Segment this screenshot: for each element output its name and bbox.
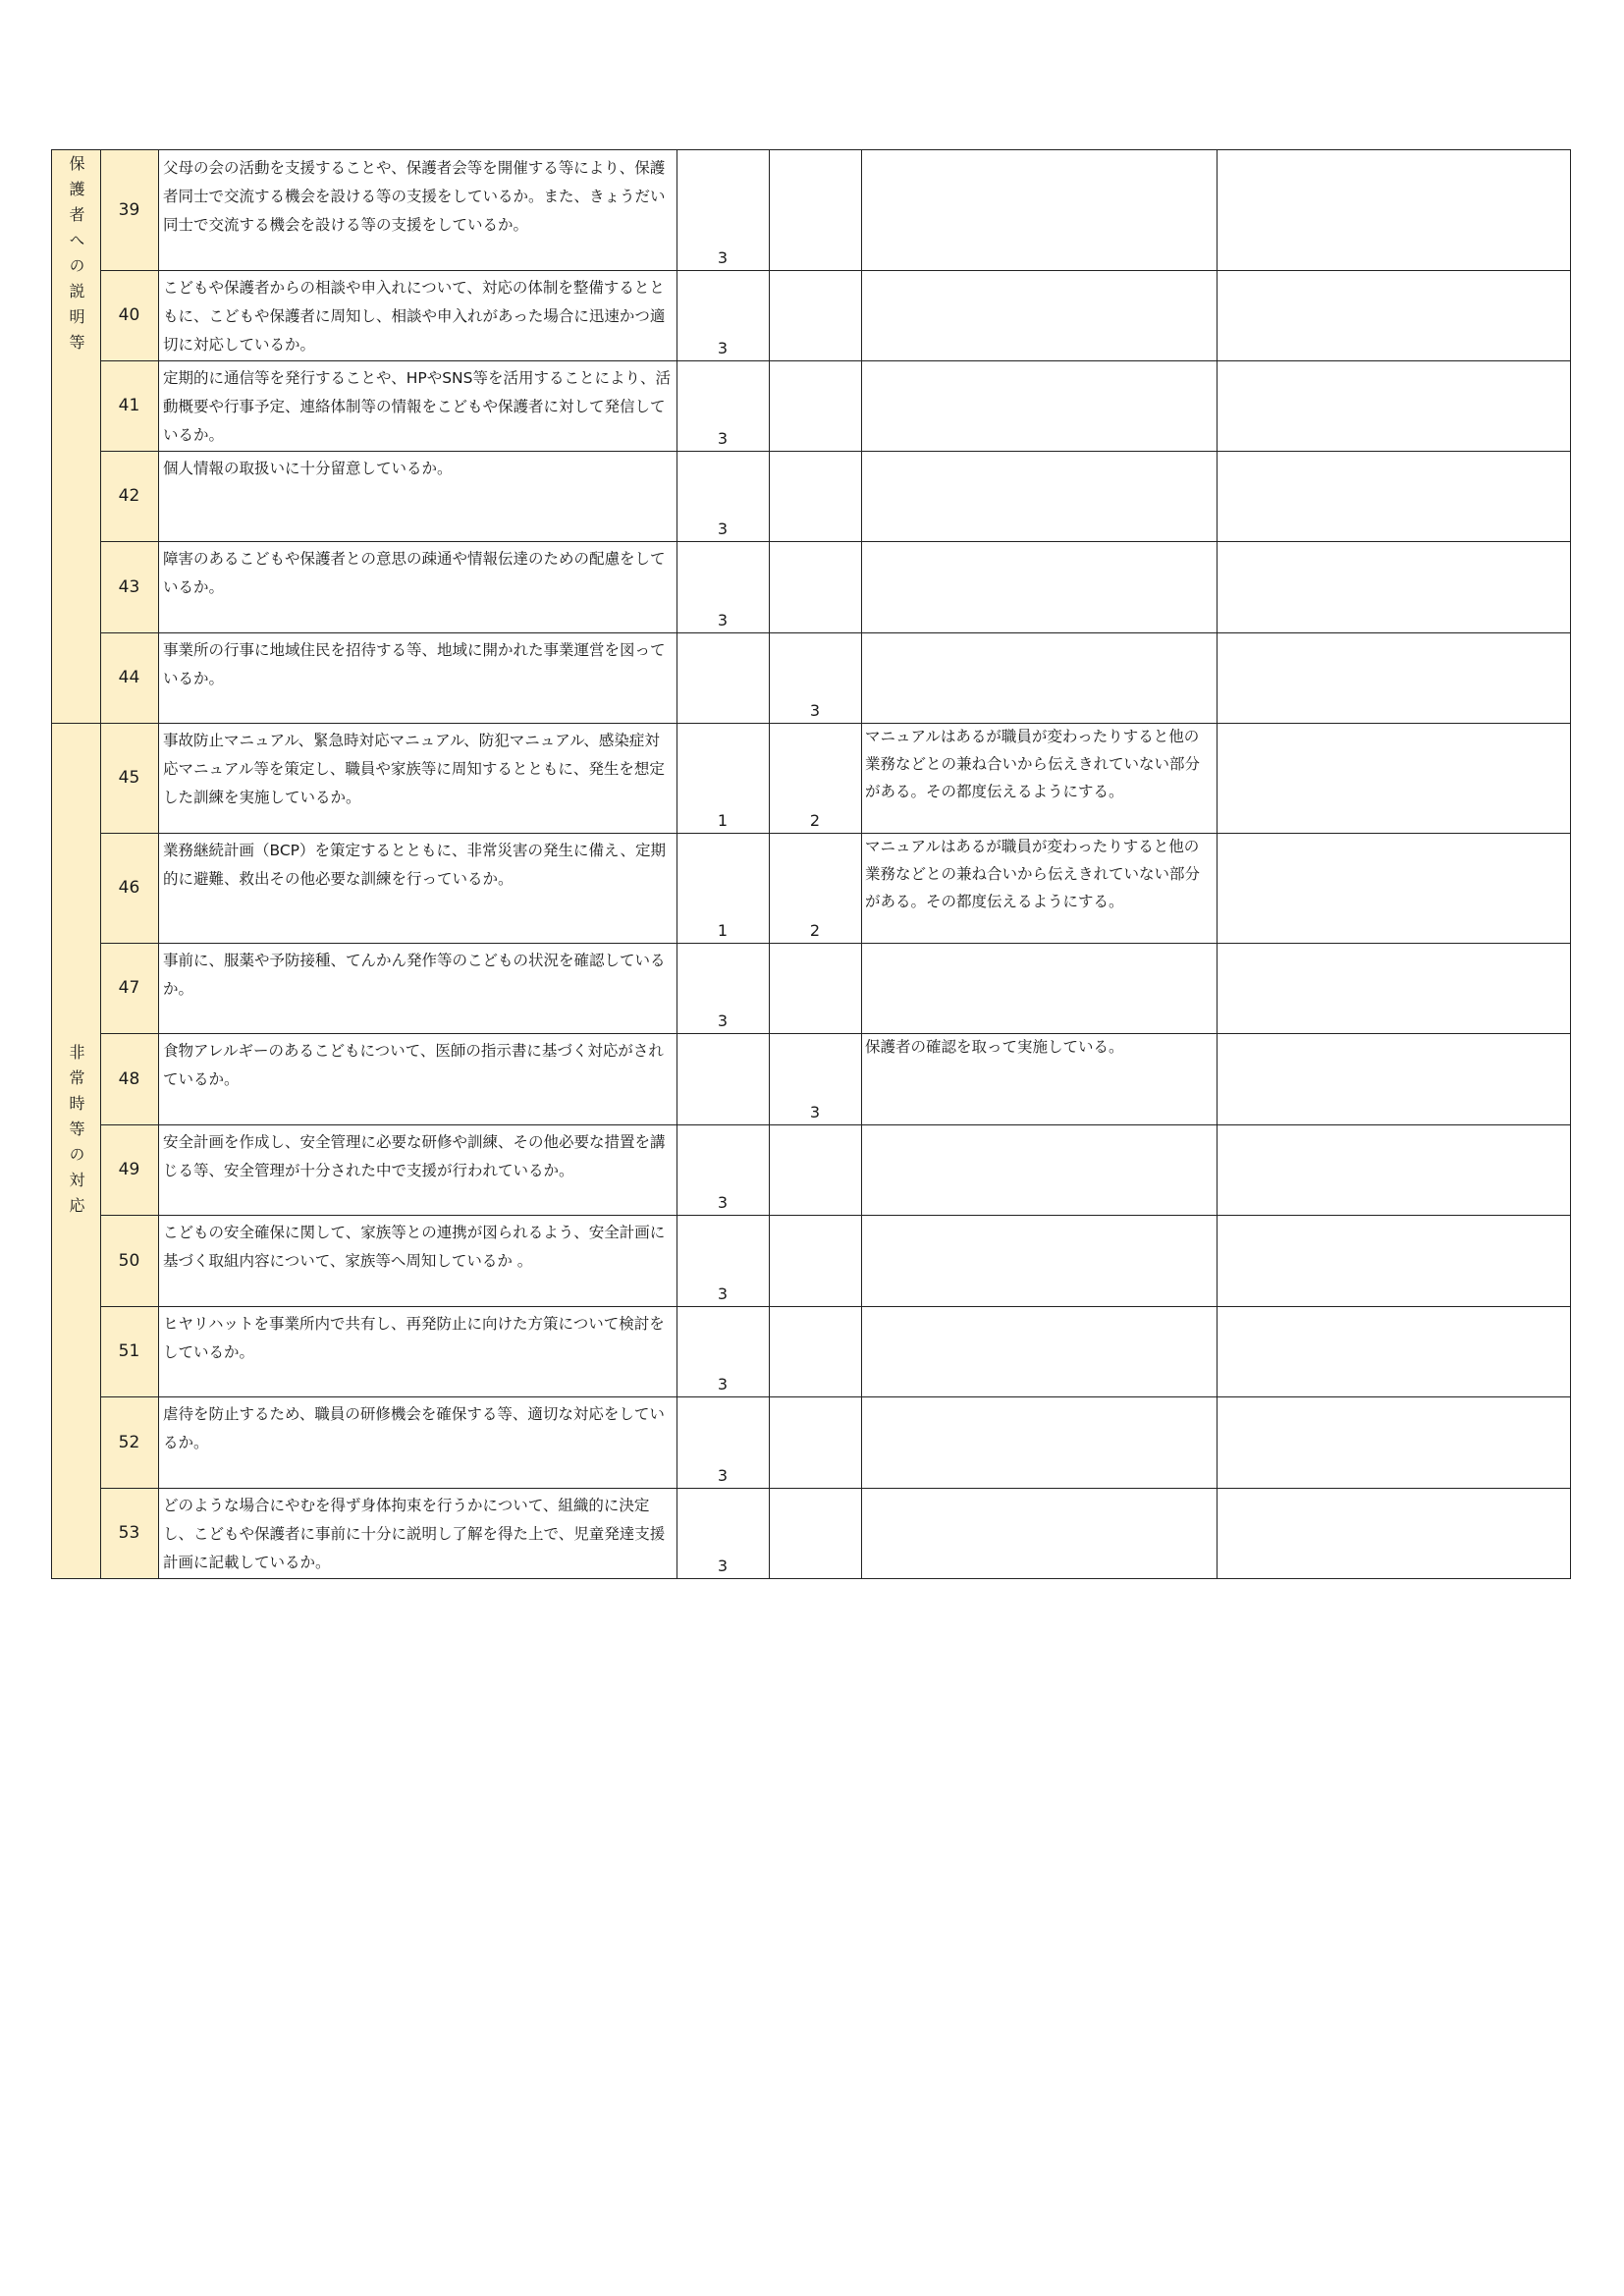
item-number: 45 bbox=[118, 768, 140, 788]
staff-comment bbox=[861, 1124, 1217, 1215]
answer-yes-count: 3 bbox=[717, 1557, 729, 1575]
remarks-cell bbox=[1217, 833, 1570, 943]
remarks-cell bbox=[1217, 451, 1570, 541]
answer-no-count bbox=[769, 1124, 861, 1215]
answer-yes-count: 1 bbox=[717, 811, 729, 830]
row-divider bbox=[100, 1124, 1570, 1125]
remarks-cell bbox=[1217, 1033, 1570, 1124]
item-number: 42 bbox=[118, 486, 140, 506]
row-divider bbox=[100, 1215, 1570, 1216]
staff-comment bbox=[861, 270, 1217, 360]
answer-no-count: 3 bbox=[809, 701, 821, 720]
remarks-cell bbox=[1217, 1124, 1570, 1215]
staff-comment bbox=[861, 943, 1217, 1033]
question-text: 虐待を防止するため、職員の研修機会を確保する等、適切な対応をしているか。 bbox=[163, 1405, 665, 1451]
remarks-cell bbox=[1217, 1488, 1570, 1578]
item-number: 46 bbox=[118, 878, 140, 898]
staff-comment bbox=[861, 1396, 1217, 1488]
item-number: 51 bbox=[118, 1341, 140, 1361]
staff-comment bbox=[861, 1306, 1217, 1396]
item-number: 43 bbox=[118, 576, 140, 597]
remarks-cell bbox=[1217, 1306, 1570, 1396]
staff-comment bbox=[861, 632, 1217, 723]
row-divider bbox=[100, 541, 1570, 542]
question-text: どのような場合にやむを得ず身体拘束を行うかについて、組織的に決定し、こどもや保護者に事前に十分に説明し了解を得た上で、児童発達支援計画に記載しているか。 bbox=[163, 1497, 666, 1571]
evaluation-table bbox=[51, 149, 1571, 1579]
answer-yes-count: 3 bbox=[717, 248, 729, 267]
remarks-cell bbox=[1217, 360, 1570, 451]
question-text: 個人情報の取扱いに十分留意しているか。 bbox=[163, 460, 453, 477]
item-number: 47 bbox=[118, 978, 140, 998]
remarks-cell bbox=[1217, 1396, 1570, 1488]
row-divider bbox=[100, 1033, 1570, 1034]
row-divider bbox=[100, 451, 1570, 452]
question-text: 食物アレルギーのあるこどもについて、医師の指示書に基づく対応がされているか。 bbox=[163, 1042, 664, 1088]
staff-comment: マニュアルはあるが職員が変わったりすると他の業務などとの兼ね合いから伝えきれていない部分がある。その都度伝えるようにする。 bbox=[865, 838, 1201, 910]
staff-comment bbox=[861, 451, 1217, 541]
row-divider bbox=[100, 270, 1570, 271]
answer-yes-count: 3 bbox=[717, 1011, 729, 1030]
answer-yes-count: 3 bbox=[717, 1193, 729, 1212]
remarks-cell bbox=[1217, 723, 1570, 833]
answer-no-count bbox=[769, 1306, 861, 1396]
item-number: 53 bbox=[118, 1523, 140, 1543]
remarks-cell bbox=[1217, 541, 1570, 632]
question-text: 事業所の行事に地域住民を招待する等、地域に開かれた事業運営を図っているか。 bbox=[163, 641, 666, 687]
item-number: 40 bbox=[118, 305, 140, 325]
item-number: 49 bbox=[118, 1160, 140, 1179]
answer-no-count: 2 bbox=[809, 811, 821, 830]
staff-comment: 保護者の確認を取って実施している。 bbox=[865, 1038, 1124, 1056]
item-number: 50 bbox=[118, 1250, 140, 1271]
question-text: こどもの安全確保に関して、家族等との連携が図られるよう、安全計画に基づく取組内容について、家族等へ周知しているか 。 bbox=[163, 1224, 666, 1270]
answer-no-count bbox=[769, 270, 861, 360]
row-divider bbox=[100, 1488, 1570, 1489]
staff-comment bbox=[861, 541, 1217, 632]
answer-yes-count: 3 bbox=[717, 429, 729, 448]
column-divider bbox=[769, 150, 770, 1578]
item-number: 39 bbox=[118, 200, 140, 220]
row-divider bbox=[100, 1306, 1570, 1307]
question-text: こどもや保護者からの相談や申入れについて、対応の体制を整備するとともに、こどもや保護者に周知し、相談や申入れがあった場合に迅速かつ適切に対応しているか。 bbox=[163, 279, 666, 354]
row-divider bbox=[100, 833, 1570, 834]
answer-no-count bbox=[769, 150, 861, 270]
column-divider bbox=[861, 150, 862, 1578]
row-divider bbox=[100, 943, 1570, 944]
answer-yes-count: 3 bbox=[717, 1285, 729, 1303]
answer-yes-count: 3 bbox=[717, 611, 729, 629]
column-divider bbox=[1217, 150, 1218, 1578]
question-text: 定期的に通信等を発行することや、HPやSNS等を活用することにより、活動概要や行事予定、連絡体制等の情報をこどもや保護者に対して発信しているか。 bbox=[163, 369, 671, 444]
answer-no-count bbox=[769, 1215, 861, 1306]
question-text: 父母の会の活動を支援することや、保護者会等を開催する等により、保護者同士で交流する機会を設ける等の支援をしているか。また、きょうだい同士で交流する機会を設ける等の支援をしているか。 bbox=[163, 159, 666, 234]
answer-yes-count: 3 bbox=[717, 1375, 729, 1394]
item-number: 48 bbox=[118, 1068, 140, 1089]
answer-no-count bbox=[769, 451, 861, 541]
staff-comment bbox=[861, 1215, 1217, 1306]
question-text: 業務継続計画（BCP）を策定するとともに、非常災害の発生に備え、定期的に避難、救出その他必要な訓練を行っているか。 bbox=[163, 842, 666, 888]
answer-no-count: 2 bbox=[809, 921, 821, 940]
answer-no-count bbox=[769, 943, 861, 1033]
remarks-cell bbox=[1217, 1215, 1570, 1306]
remarks-cell bbox=[1217, 150, 1570, 270]
question-text: 事前に、服薬や予防接種、てんかん発作等のこどもの状況を確認しているか。 bbox=[163, 952, 666, 998]
remarks-cell bbox=[1217, 632, 1570, 723]
staff-comment: マニュアルはあるが職員が変わったりすると他の業務などとの兼ね合いから伝えきれていない部分がある。その都度伝えるようにする。 bbox=[865, 728, 1201, 800]
answer-no-count: 3 bbox=[809, 1103, 821, 1121]
answer-yes-count bbox=[677, 632, 769, 723]
row-divider bbox=[52, 723, 1570, 724]
answer-no-count bbox=[769, 360, 861, 451]
answer-no-count bbox=[769, 1396, 861, 1488]
item-number: 41 bbox=[118, 396, 140, 415]
category-label: 非常時等の対応 bbox=[67, 1043, 85, 1223]
remarks-cell bbox=[1217, 270, 1570, 360]
answer-yes-count: 3 bbox=[717, 519, 729, 538]
question-text: ヒヤリハットを事業所内で共有し、再発防止に向けた方策について検討をしているか。 bbox=[163, 1315, 665, 1361]
answer-yes-count: 3 bbox=[717, 339, 729, 357]
column-divider bbox=[100, 150, 101, 1578]
answer-yes-count: 1 bbox=[717, 921, 729, 940]
answer-yes-count bbox=[677, 1033, 769, 1124]
item-number: 44 bbox=[118, 668, 140, 687]
question-text: 障害のあるこどもや保護者との意思の疎通や情報伝達のための配慮をしているか。 bbox=[163, 550, 666, 596]
row-divider bbox=[100, 1396, 1570, 1397]
answer-yes-count: 3 bbox=[717, 1466, 729, 1485]
row-divider bbox=[100, 360, 1570, 361]
row-divider bbox=[100, 632, 1570, 633]
category-label: 保護者への説明等 bbox=[67, 155, 85, 359]
item-number: 52 bbox=[118, 1432, 140, 1452]
remarks-cell bbox=[1217, 943, 1570, 1033]
staff-comment bbox=[861, 150, 1217, 270]
answer-no-count bbox=[769, 541, 861, 632]
answer-no-count bbox=[769, 1488, 861, 1578]
question-text: 事故防止マニュアル、緊急時対応マニュアル、防犯マニュアル、感染症対応マニュアル等を策定し、職員や家族等に周知するとともに、発生を想定した訓練を実施しているか。 bbox=[163, 732, 665, 806]
staff-comment bbox=[861, 360, 1217, 451]
question-text: 安全計画を作成し、安全管理に必要な研修や訓練、その他必要な措置を講じる等、安全管理が十分された中で支援が行われているか。 bbox=[163, 1133, 666, 1179]
column-divider bbox=[158, 150, 159, 1578]
staff-comment bbox=[861, 1488, 1217, 1578]
